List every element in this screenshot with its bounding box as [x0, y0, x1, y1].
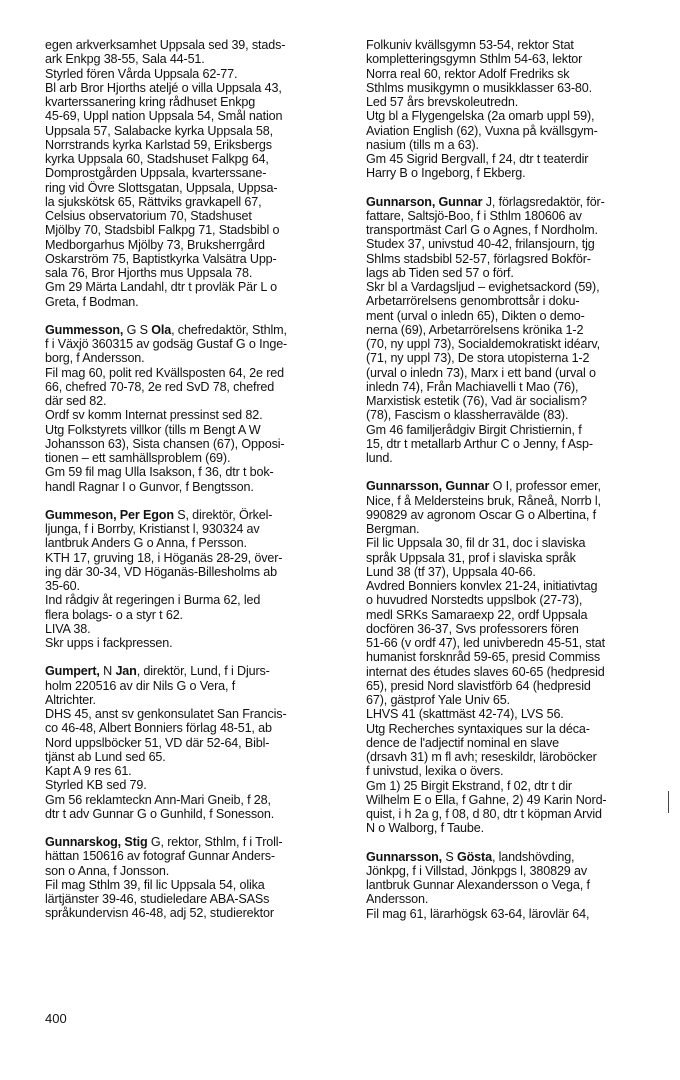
entry-line — [366, 95, 674, 109]
entry-text: (71, ny uppl 73), De stora utopisterna 1-2 — [366, 351, 590, 366]
entry-text: Andersson. — [366, 892, 429, 907]
entry-text: Marxistisk estetik (76), Vad är socialism? — [366, 394, 587, 408]
entry-text: ljunga, f i Borrby, Kristianst l, 930324 av — [45, 522, 260, 536]
entry-line — [366, 779, 674, 793]
entry-line — [366, 522, 674, 536]
entry-text: sala 76, Bror Hjorths mus Uppsala 78. — [45, 266, 253, 280]
entry-line — [366, 636, 674, 650]
entry-text: Avdred Bonniers konvlex 21-24, initiativtag — [366, 579, 598, 593]
entry-text: Styrled fören Vårda Uppsala 62-77. — [45, 66, 238, 81]
entry-line — [45, 266, 353, 280]
entry-text: Oskarström 75, Baptistkyrka Valsätra Upp- — [45, 251, 277, 266]
entry-text: Gm 1) 25 Birgit Ekstrand, f 02, dtr t dir — [366, 778, 572, 793]
entry-text: Skr bl a Vardagsljud – evighetsackord (59), — [366, 280, 600, 294]
entry-text: Fil lic Uppsala 30, fil dr 31, doc i slaviska — [366, 536, 586, 551]
entry-text: Fil mag Sthlm 39, fil lic Uppsala 54, olika — [45, 877, 265, 892]
entry-text: , direktör, Lund, f i Djurs- — [136, 664, 270, 679]
entry-line — [366, 579, 674, 593]
entry-text: 65), presid Nord slavistförb 64 (hedpresid — [366, 678, 591, 693]
entry-line — [45, 608, 353, 622]
entry-line — [366, 280, 674, 294]
entry-text: lags ab Tiden sed 57 o förf. — [366, 265, 514, 280]
entry-line — [366, 209, 674, 223]
entry-text: ring vid Övre Slottsgatan, Uppsala, Uppsa- — [45, 180, 278, 195]
entry-line — [45, 380, 353, 394]
entry-line — [366, 536, 674, 550]
entry-line — [45, 195, 353, 209]
entry-line — [45, 593, 353, 607]
entry-line — [366, 309, 674, 323]
entry-line — [366, 38, 674, 52]
entry-line — [366, 266, 674, 280]
entry-text: ment (urval o inledn 65), Dikten o demo- — [366, 308, 585, 323]
entry-text: O I, professor emer, — [489, 479, 601, 494]
entry-text: Norra real 60, rektor Adolf Fredriks sk — [366, 66, 570, 81]
entry-line — [366, 109, 674, 123]
entry-text: där sed 82. — [45, 394, 107, 408]
entry-line — [366, 665, 674, 679]
entry-text: (drsavh 31) m fl avh; reseskildr, läroböcker — [366, 750, 597, 764]
entry-text: inledn 74), Från Machiavelli t Mao (76), — [366, 379, 579, 394]
entry-text: medl SRKs Samaraexp 22, ordf Uppsala — [366, 607, 588, 622]
entry-line — [366, 494, 674, 508]
entry-text: transportmäst Carl G o Agnes, f Nordholm. — [366, 223, 598, 237]
entry-line — [45, 551, 353, 565]
entry-line — [45, 408, 353, 422]
entry-text: egen arkverksamhet Uppsala sed 39, stads- — [45, 38, 286, 52]
entry-line — [45, 764, 353, 778]
entry-line — [366, 394, 674, 408]
entry-text: lärtjänster 39-46, studieledare ABA-SASs — [45, 892, 270, 906]
entry-text: , landshövding, — [491, 849, 575, 864]
entry-text: Aviation English (62), Vuxna på kvällsgym- — [366, 123, 598, 138]
left-column — [45, 38, 353, 935]
entry-line — [366, 608, 674, 622]
entry-text: Celsius observatorium 70, Stadshuset — [45, 209, 252, 223]
entry-text: lund. — [366, 451, 393, 465]
entry-line — [366, 223, 674, 237]
entry-text: Uppsala 57, Salabacke kyrka Uppsala 58, — [45, 123, 273, 138]
entry-line — [45, 750, 353, 764]
biography-entry — [45, 508, 353, 651]
entry-line — [366, 451, 674, 465]
entry-text: 67), gästprof Yale Univ 65. — [366, 693, 510, 707]
entry-text: nasium (tills m a 63). — [366, 137, 479, 152]
entry-line — [45, 366, 353, 380]
entry-text: nerna (69), Arbetarrörelsens krönika 1-2 — [366, 322, 584, 337]
entry-line — [366, 380, 674, 394]
entry-line — [366, 138, 674, 152]
entry-text: f i Växjö 360315 av godsäg Gustaf G o Inge- — [45, 337, 288, 351]
entry-line — [45, 622, 353, 636]
entry-line — [45, 480, 353, 494]
entry-text: Sthlms musikgymn o musikklasser 63-80. — [366, 80, 592, 95]
entry-name: Gummeson, Per Egon — [45, 507, 174, 522]
entry-text: quist, i h 2a g, f 08, d 80, dtr t köpman Arvid — [366, 807, 602, 821]
entry-line — [366, 252, 674, 266]
entry-line — [366, 366, 674, 380]
entry-text: 15, dtr t metallarb Arthur C o Jenny, f Asp- — [366, 436, 593, 451]
entry-line — [366, 565, 674, 579]
entry-text: kvarterssanering kring rådhuset Enkpg — [45, 95, 256, 109]
entry-text: 66, chefred 70-78, 2e red SvD 78, chefred — [45, 379, 275, 394]
entry-text: hättan 150616 av fotograf Gunnar Anders- — [45, 849, 275, 864]
entry-text: S — [442, 849, 457, 864]
entry-line — [45, 849, 353, 863]
entry-line — [366, 81, 674, 95]
entry-line — [45, 679, 353, 693]
entry-name: Gunnarson, Gunnar — [366, 194, 483, 209]
entry-text: Studex 37, univstud 40-42, frilansjourn, tjg — [366, 237, 595, 252]
entry-line — [45, 138, 353, 152]
entry-line — [366, 693, 674, 707]
entry-line — [45, 451, 353, 465]
entry-text: Johansson 63), Sista chansen (67), Opposi- — [45, 436, 285, 451]
entry-name: Gunnarsson, Gunnar — [366, 479, 490, 494]
entry-text: f univstud, lexika o övers. — [366, 764, 504, 779]
entry-line — [366, 67, 674, 81]
entry-line — [45, 565, 353, 579]
entry-text: son o Anna, f Jonsson. — [45, 863, 170, 878]
entry-line — [366, 508, 674, 522]
entry-text: Kapt A 9 res 61. — [45, 764, 132, 778]
entry-line — [45, 793, 353, 807]
entry-text: Nord uppslböcker 51, VD där 52-64, Bibl- — [45, 735, 270, 750]
entry-line — [366, 864, 674, 878]
entry-text: N — [99, 664, 116, 679]
entry-text: co 46-48, Albert Bonniers förlag 48-51, ab — [45, 721, 272, 736]
entry-line — [45, 238, 353, 252]
entry-text: N o Walborg, f Taube. — [366, 821, 484, 836]
entry-text: tionen – ett samhällsproblem (69). — [45, 451, 231, 465]
biography-entry — [45, 664, 353, 821]
entry-text: dtr t adv Gunnar G o Gunhild, f Sonesson. — [45, 806, 275, 821]
biography-entry — [366, 38, 674, 181]
entry-line — [45, 38, 353, 52]
entry-line — [366, 351, 674, 365]
entry-name: Gummesson, — [45, 322, 124, 337]
entry-text: Lund 38 (tf 37), Uppsala 40-66. — [366, 564, 536, 579]
entry-text: (70, ny uppl 73), Socialdemokratiskt idéarv, — [366, 337, 600, 351]
margin-mark — [668, 791, 669, 813]
entry-text: lantbruk Anders G o Anna, f Persson. — [45, 536, 247, 551]
entry-text: språkundervisn 46-48, adj 52, studierektor — [45, 906, 274, 921]
biography-entry — [45, 38, 353, 309]
entry-line — [45, 664, 353, 678]
entry-text: G, rektor, Sthlm, f i Troll- — [147, 835, 283, 849]
entry-text: tjänst ab Lund sed 65. — [45, 749, 166, 764]
entry-text: Folkuniv kvällsgymn 53-54, rektor Stat — [366, 38, 574, 52]
entry-line — [366, 764, 674, 778]
entry-text: Ind rådgiv åt regeringen i Burma 62, led — [45, 593, 261, 608]
entry-line — [45, 209, 353, 223]
entry-text: LHVS 41 (skattmäst 42-74), LVS 56. — [366, 707, 564, 722]
entry-text: Wilhelm E o Ella, f Gahne, 2) 49 Karin Nord- — [366, 792, 607, 807]
entry-line — [45, 878, 353, 892]
entry-line — [45, 166, 353, 180]
entry-text: Greta, f Bodman. — [45, 294, 139, 309]
entry-text: kompletteringsgymn Sthlm 54-63, lektor — [366, 52, 583, 67]
entry-line — [366, 793, 674, 807]
entry-text: Utg bl a Flygengelska (2a omarb uppl 59), — [366, 109, 595, 124]
entry-line — [45, 522, 353, 536]
entry-text: Gm 45 Sigrid Bergvall, f 24, dtr t teaterdir — [366, 152, 589, 166]
entry-text: Altrichter. — [45, 692, 96, 707]
entry-text: Arbetarrörelsens genombrottsår i doku- — [366, 294, 580, 309]
entry-text: Harry B o Ingeborg, f Ekberg. — [366, 166, 526, 181]
biography-entry — [366, 479, 674, 835]
entry-line — [45, 906, 353, 920]
entry-line — [45, 295, 353, 309]
entry-text: språk Uppsala 31, prof i slaviska språk — [366, 550, 576, 565]
entry-line — [45, 807, 353, 821]
entry-line — [45, 465, 353, 479]
entry-text: LIVA 38. — [45, 621, 91, 636]
entry-text: lantbruk Gunnar Alexandersson o Vega, f — [366, 878, 590, 892]
entry-line — [45, 707, 353, 721]
entry-line — [45, 394, 353, 408]
entry-text: ing där 30-34, VD Höganäs-Billesholms ab — [45, 564, 278, 579]
entry-line — [45, 892, 353, 906]
entry-line — [366, 622, 674, 636]
entry-text: kyrka Uppsala 60, Stadshuset Falkpg 64, — [45, 152, 269, 166]
entry-line — [45, 52, 353, 66]
entry-text: S, direktör, Örkel- — [173, 507, 273, 522]
entry-line — [45, 109, 353, 123]
entry-text: docfören 36-37, Svs professorers fören — [366, 621, 579, 636]
entry-line — [366, 294, 674, 308]
entry-text: humanist forsknråd 59-65, presid Commiss — [366, 650, 601, 665]
entry-text: dence de l'adjectif nominal en slave — [366, 735, 560, 750]
entry-line — [366, 821, 674, 835]
entry-line — [45, 693, 353, 707]
entry-text: G S — [123, 322, 152, 337]
biography-entry — [366, 850, 674, 921]
biography-entry — [366, 195, 674, 466]
entry-text: Medborgarhus Mjölby 73, Bruksherrgård — [45, 237, 265, 252]
entry-text: ark Enkpg 38-55, Sala 44-51. — [45, 52, 205, 67]
entry-text: internat des études slaves 60-65 (hedpresid — [366, 664, 605, 679]
entry-line — [366, 878, 674, 892]
entry-text: Norrstrands kyrka Karlstad 59, Eriksbergs — [45, 137, 272, 152]
entry-text: Gm 59 fil mag Ulla Isakson, f 36, dtr t bok- — [45, 465, 274, 480]
entry-line — [366, 722, 674, 736]
entry-name: Ola — [151, 322, 172, 337]
entry-line — [45, 736, 353, 750]
entry-line — [366, 237, 674, 251]
entry-line — [366, 551, 674, 565]
entry-line — [366, 408, 674, 422]
entry-name: Gunnarskog, Stig — [45, 835, 148, 849]
entry-text: J, förlagsredaktör, för- — [482, 194, 605, 209]
entry-text: Fil mag 61, lärarhögsk 63-64, lärovlär 64, — [366, 906, 590, 921]
entry-text: Bl arb Bror Hjorths ateljé o villa Uppsala 43, — [45, 80, 282, 95]
entry-line — [45, 124, 353, 138]
entry-line — [45, 864, 353, 878]
entry-line — [45, 536, 353, 550]
entry-text: Led 57 års brevskoleutredn. — [366, 95, 519, 109]
entry-line — [366, 337, 674, 351]
entry-text: Gm 29 Märta Landahl, dtr t provläk Pär L o — [45, 280, 277, 295]
entry-text: 51-66 (v ordf 47), led univberedn 45-51, stat — [366, 636, 605, 650]
entry-line — [45, 351, 353, 365]
entry-name: Gumpert, — [45, 664, 100, 679]
entry-text: Fil mag 60, polit red Kvällsposten 64, 2e red — [45, 365, 284, 380]
entry-line — [366, 807, 674, 821]
entry-text: KTH 17, gruving 18, i Höganäs 28-29, över- — [45, 550, 283, 565]
entry-text: 990829 av agronom Oscar G o Albertina, f — [366, 507, 596, 522]
entry-text: holm 220516 av dir Nils G o Vera, f — [45, 678, 236, 693]
entry-text: 45-69, Uppl nation Uppsala 54, Smål nation — [45, 109, 283, 124]
entry-line — [366, 707, 674, 721]
entry-line — [366, 323, 674, 337]
entry-line — [45, 337, 353, 351]
entry-name: Jan — [115, 664, 137, 679]
entry-text: o huvudred Norstedts uppslbok (27-73), — [366, 593, 583, 608]
entry-line — [366, 423, 674, 437]
entry-line — [45, 778, 353, 792]
entry-line — [366, 124, 674, 138]
entry-text: Utg Recherches syntaxiques sur la déca- — [366, 721, 590, 736]
entry-text: Ordf sv komm Internat pressinst sed 82. — [45, 408, 263, 423]
entry-text: Gm 56 reklamteckn Ann-Mari Gneib, f 28, — [45, 792, 271, 807]
entry-line — [366, 152, 674, 166]
entry-line — [366, 736, 674, 750]
entry-line — [366, 479, 674, 493]
entry-name: Gunnarsson, — [366, 849, 443, 864]
entry-line — [45, 152, 353, 166]
page-number: 400 — [45, 1011, 67, 1026]
entry-line — [366, 593, 674, 607]
entry-line — [366, 750, 674, 764]
entry-text: Styrled KB sed 79. — [45, 778, 147, 793]
entry-line — [366, 892, 674, 906]
entry-line — [45, 95, 353, 109]
entry-line — [45, 579, 353, 593]
entry-name: Gösta — [456, 849, 492, 864]
entry-line — [45, 636, 353, 650]
entry-line — [45, 437, 353, 451]
entry-line — [366, 52, 674, 66]
entry-text: la sjukskötsk 65, Rättviks gravkapell 67, — [45, 194, 262, 209]
entry-text: 35-60. — [45, 579, 80, 593]
entry-text: Skr upps i fackpressen. — [45, 636, 173, 650]
entry-line — [366, 437, 674, 451]
entry-text: Gm 46 familjerådgiv Birgit Christiernin, f — [366, 422, 582, 437]
entry-line — [45, 508, 353, 522]
entry-line — [366, 679, 674, 693]
entry-line — [45, 423, 353, 437]
entry-text: Nice, f å Meldersteins bruk, Råneå, Norrb l, — [366, 493, 601, 508]
biography-entry — [45, 835, 353, 921]
entry-line — [45, 181, 353, 195]
entry-text: handl Ragnar I o Gunvor, f Bengtsson. — [45, 479, 254, 494]
entry-text: DHS 45, anst sv genkonsulatet San Francis- — [45, 707, 287, 721]
entry-text: (78), Fascism o klassherravälde (83). — [366, 408, 569, 423]
entry-line — [366, 195, 674, 209]
entry-line — [366, 166, 674, 180]
entry-line — [366, 850, 674, 864]
entry-text: Shlms stadsbibl 52-57, förlagsred Bokför- — [366, 251, 591, 266]
entry-text: Domprostgården Uppsala, kvarterssane- — [45, 166, 267, 181]
entry-line — [45, 67, 353, 81]
right-column — [366, 38, 674, 935]
entry-line — [366, 650, 674, 664]
entry-text: Mjölby 70, Stadsbibl Falkpg 71, Stadsbibl o — [45, 223, 280, 238]
entry-line — [45, 252, 353, 266]
entry-text: flera bolags- o a styr t 62. — [45, 607, 183, 622]
entry-text: borg, f Andersson. — [45, 351, 145, 366]
entry-text: fattare, Saltsjö-Boo, f i Sthlm 180606 av — [366, 208, 582, 223]
entry-line — [45, 81, 353, 95]
entry-line — [45, 835, 353, 849]
entry-text: , chefredaktör, Sthlm, — [171, 322, 287, 337]
entry-line — [45, 223, 353, 237]
entry-text: Jönkpg, f i Villstad, Jönkpgs l, 380829 av — [366, 863, 587, 878]
entry-text: Bergman. — [366, 522, 420, 536]
biography-entry — [45, 323, 353, 494]
entry-text: (urval o inledn 73), Marx i ett band (urval o — [366, 365, 596, 380]
entry-text: Utg Folkstyrets villkor (tills m Bengt A W — [45, 422, 261, 437]
entry-line — [45, 280, 353, 294]
entry-line — [45, 721, 353, 735]
entry-line — [366, 907, 674, 921]
entry-line — [45, 323, 353, 337]
